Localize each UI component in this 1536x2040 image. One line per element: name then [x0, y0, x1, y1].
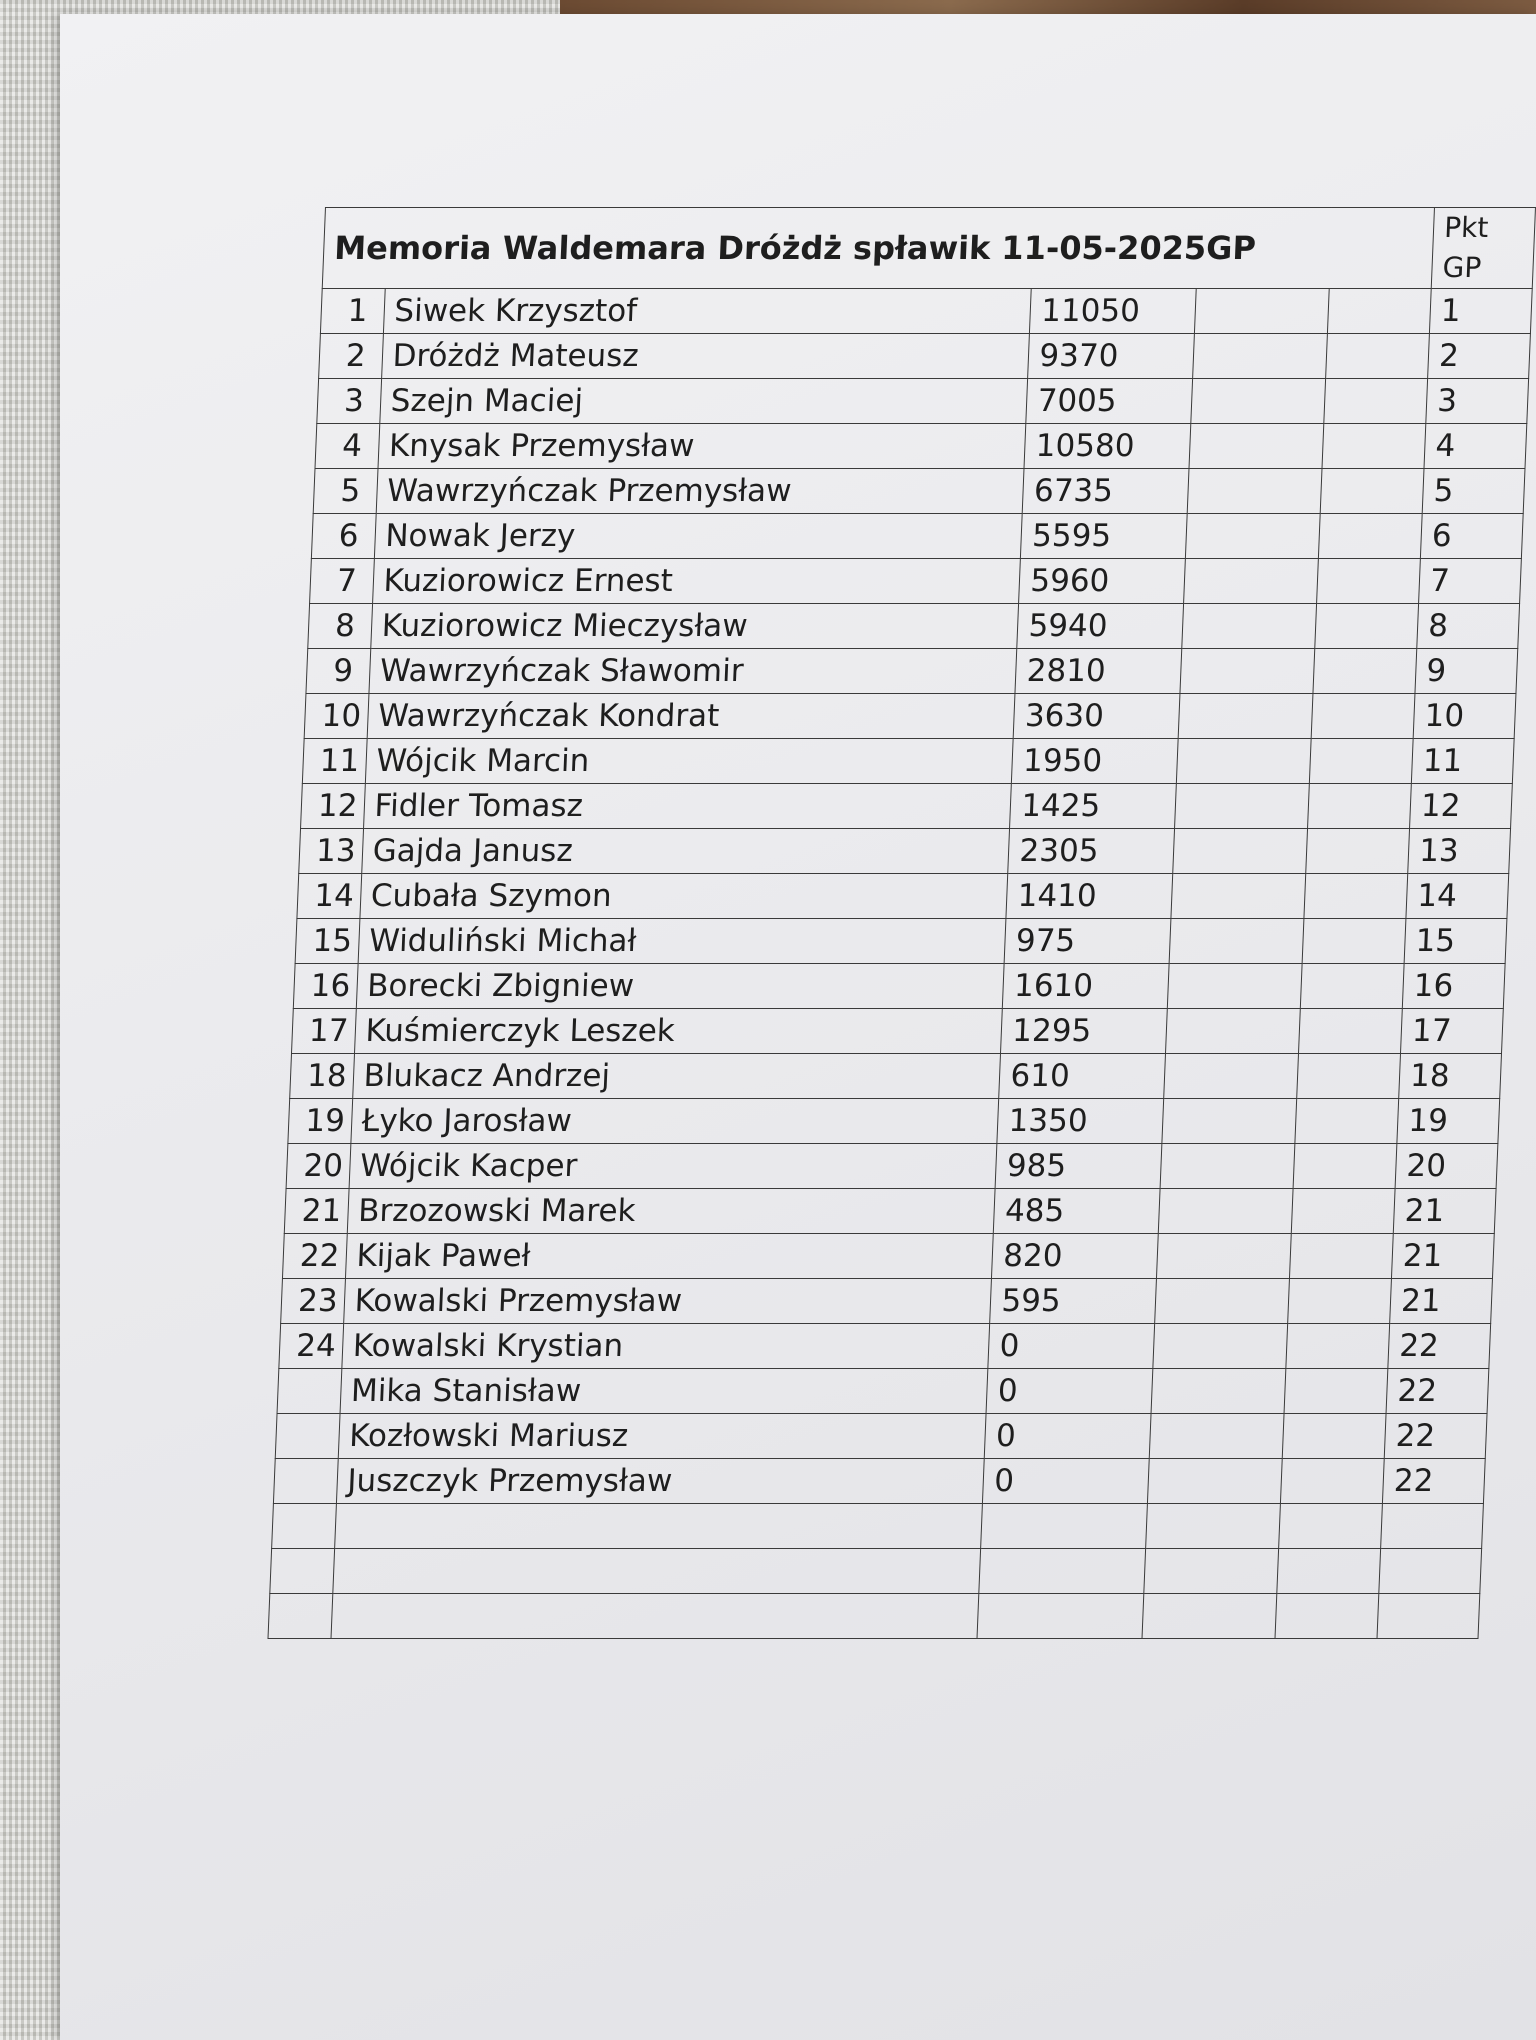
catch-weight: [981, 1504, 1147, 1549]
competitor-name: Kuziorowicz Mieczysław: [370, 604, 1019, 649]
empty-cell: [1300, 964, 1404, 1009]
row-number: [268, 1594, 332, 1639]
empty-cell: [1187, 469, 1322, 514]
empty-cell: [1304, 874, 1408, 919]
catch-weight: 0: [988, 1324, 1154, 1369]
table-row: [273, 1459, 1485, 1504]
table-row: [290, 1054, 1502, 1099]
catch-weight: [979, 1549, 1145, 1594]
row-number: 8: [308, 604, 372, 649]
empty-cell: [1142, 1594, 1277, 1639]
empty-cell: [1174, 784, 1309, 829]
empty-cell: [1298, 1009, 1402, 1054]
row-number: 3: [317, 379, 381, 424]
gp-points: [1379, 1549, 1482, 1594]
row-number: 2: [319, 334, 383, 379]
catch-weight: [977, 1594, 1143, 1639]
catch-weight: 0: [985, 1414, 1151, 1459]
empty-cell: [1156, 1234, 1291, 1279]
catch-weight: 1350: [997, 1099, 1163, 1144]
row-number: 22: [282, 1234, 346, 1279]
catch-weight: 610: [999, 1054, 1165, 1099]
gp-points: 8: [1417, 604, 1520, 649]
empty-cell: [1145, 1504, 1280, 1549]
gp-points: 6: [1420, 514, 1523, 559]
empty-cell: [1320, 469, 1424, 514]
table-row: [282, 1234, 1494, 1279]
catch-weight: 1295: [1001, 1009, 1167, 1054]
competitor-name: Blukacz Andrzej: [352, 1054, 1001, 1099]
empty-cell: [1318, 514, 1422, 559]
gp-points: 9: [1415, 649, 1518, 694]
catch-weight: 2810: [1015, 649, 1181, 694]
row-number: [277, 1369, 341, 1414]
catch-weight: 0: [983, 1459, 1149, 1504]
catch-weight: 10580: [1024, 424, 1190, 469]
competitor-name: Knysak Przemysław: [378, 424, 1027, 469]
empty-cell: [1189, 424, 1324, 469]
empty-cell: [1306, 829, 1410, 874]
empty-cell: [1307, 784, 1411, 829]
competitor-name: Wójcik Marcin: [365, 739, 1014, 784]
row-number: 16: [293, 964, 357, 1009]
empty-cell: [1176, 739, 1311, 784]
row-number: 11: [302, 739, 366, 784]
row-number: 6: [311, 514, 375, 559]
row-number: 7: [310, 559, 374, 604]
empty-cell: [1192, 334, 1327, 379]
catch-weight: 1610: [1003, 964, 1169, 1009]
empty-cell: [1284, 1369, 1388, 1414]
empty-cell: [1315, 604, 1419, 649]
competitor-name: Cubała Szymon: [360, 874, 1009, 919]
competitor-name: Siwek Krzysztof: [383, 289, 1032, 334]
pkt-header-line-2: GP: [1442, 251, 1482, 284]
catch-weight: 595: [990, 1279, 1156, 1324]
pkt-gp-header: [1431, 208, 1535, 289]
empty-cell: [1311, 694, 1415, 739]
table-row: [293, 964, 1505, 1009]
empty-cell: [1169, 919, 1304, 964]
gp-points: 21: [1392, 1234, 1495, 1279]
empty-cell: [1277, 1549, 1381, 1594]
catch-weight: 7005: [1026, 379, 1192, 424]
competitor-name: [332, 1549, 981, 1594]
empty-cell: [1153, 1324, 1288, 1369]
empty-cell: [1160, 1144, 1295, 1189]
row-number: 14: [297, 874, 361, 919]
competitor-name: Kowalski Przemysław: [343, 1279, 992, 1324]
row-number: 9: [306, 649, 370, 694]
gp-points: 20: [1395, 1144, 1498, 1189]
empty-cell: [1194, 289, 1329, 334]
gp-points: 22: [1384, 1414, 1487, 1459]
competitor-name: Wójcik Kacper: [349, 1144, 998, 1189]
table-row: [319, 334, 1531, 379]
empty-cell: [1165, 1009, 1300, 1054]
empty-cell: [1191, 379, 1326, 424]
empty-cell: [1144, 1549, 1279, 1594]
catch-weight: 5595: [1021, 514, 1187, 559]
table-row: [315, 424, 1527, 469]
empty-cell: [1183, 559, 1318, 604]
row-number: 12: [301, 784, 365, 829]
row-number: 13: [299, 829, 363, 874]
table-row: [295, 919, 1507, 964]
catch-weight: 985: [996, 1144, 1162, 1189]
table-title: Memoria Waldemara Dróżdż spławik 11-05-2025GP: [322, 208, 1434, 289]
table-row: [272, 1504, 1484, 1549]
row-number: 17: [292, 1009, 356, 1054]
row-number: 23: [281, 1279, 345, 1324]
gp-points: 1: [1430, 289, 1533, 334]
gp-points: 16: [1402, 964, 1505, 1009]
table-row: [286, 1144, 1498, 1189]
catch-weight: 5960: [1019, 559, 1185, 604]
competitor-name: Gajda Janusz: [361, 829, 1010, 874]
table-row: [320, 289, 1532, 334]
gp-points: 11: [1411, 739, 1514, 784]
table-row: [299, 829, 1511, 874]
competitor-name: Szejn Maciej: [379, 379, 1028, 424]
row-number: 5: [313, 469, 377, 514]
empty-cell: [1181, 604, 1316, 649]
table-row: [297, 874, 1509, 919]
competitor-name: Kowalski Krystian: [341, 1324, 990, 1369]
gp-points: 22: [1383, 1459, 1486, 1504]
table-row: [306, 649, 1518, 694]
competitor-name: Borecki Zbigniew: [356, 964, 1005, 1009]
empty-cell: [1288, 1279, 1392, 1324]
gp-points: 22: [1388, 1324, 1491, 1369]
catch-weight: 1410: [1006, 874, 1172, 919]
empty-cell: [1275, 1594, 1379, 1639]
competitor-name: Kuśmierczyk Leszek: [354, 1009, 1003, 1054]
empty-cell: [1302, 919, 1406, 964]
table-row: [311, 514, 1523, 559]
empty-cell: [1163, 1054, 1298, 1099]
gp-points: 22: [1386, 1369, 1489, 1414]
empty-cell: [1154, 1279, 1289, 1324]
empty-cell: [1178, 694, 1313, 739]
table-row: [268, 1594, 1480, 1639]
competitor-name: Dróżdż Mateusz: [381, 334, 1030, 379]
empty-cell: [1280, 1459, 1384, 1504]
row-number: [272, 1504, 336, 1549]
table-header-row: [322, 208, 1535, 289]
table-row: [292, 1009, 1504, 1054]
empty-cell: [1322, 424, 1426, 469]
row-number: 18: [290, 1054, 354, 1099]
catch-weight: 1425: [1010, 784, 1176, 829]
row-number: [270, 1549, 334, 1594]
table-row: [288, 1099, 1500, 1144]
empty-cell: [1316, 559, 1420, 604]
empty-cell: [1293, 1144, 1397, 1189]
catch-weight: 1950: [1012, 739, 1178, 784]
empty-cell: [1295, 1099, 1399, 1144]
gp-points: 21: [1393, 1189, 1496, 1234]
competitor-name: Mika Stanisław: [340, 1369, 989, 1414]
empty-cell: [1147, 1459, 1282, 1504]
competitor-name: [331, 1594, 980, 1639]
competitor-name: Juszczyk Przemysław: [336, 1459, 985, 1504]
gp-points: 14: [1406, 874, 1509, 919]
table-row: [277, 1369, 1489, 1414]
competitor-name: Wawrzyńczak Sławomir: [369, 649, 1018, 694]
gp-points: [1381, 1504, 1484, 1549]
row-number: 10: [304, 694, 368, 739]
empty-cell: [1162, 1099, 1297, 1144]
results-sheet: [267, 207, 1536, 1639]
row-number: [275, 1414, 339, 1459]
catch-weight: 3630: [1014, 694, 1180, 739]
gp-points: 12: [1410, 784, 1513, 829]
empty-cell: [1289, 1234, 1393, 1279]
competitor-name: Kozłowski Mariusz: [338, 1414, 987, 1459]
empty-cell: [1291, 1189, 1395, 1234]
row-number: 24: [279, 1324, 343, 1369]
gp-points: 19: [1397, 1099, 1500, 1144]
catch-weight: 6735: [1023, 469, 1189, 514]
row-number: 15: [295, 919, 359, 964]
row-number: 1: [320, 289, 384, 334]
catch-weight: 9370: [1028, 334, 1194, 379]
gp-points: 2: [1428, 334, 1531, 379]
competitor-name: Widuliński Michał: [358, 919, 1007, 964]
empty-cell: [1172, 829, 1307, 874]
table-row: [301, 784, 1513, 829]
gp-points: 7: [1419, 559, 1522, 604]
catch-weight: 485: [994, 1189, 1160, 1234]
gp-points: 5: [1422, 469, 1525, 514]
table-row: [284, 1189, 1496, 1234]
empty-cell: [1309, 739, 1413, 784]
catch-weight: 0: [986, 1369, 1152, 1414]
gp-points: [1377, 1594, 1480, 1639]
competitor-name: Fidler Tomasz: [363, 784, 1012, 829]
row-number: [273, 1459, 337, 1504]
empty-cell: [1279, 1504, 1383, 1549]
row-number: 20: [286, 1144, 350, 1189]
empty-cell: [1286, 1324, 1390, 1369]
competitor-name: Kuziorowicz Ernest: [372, 559, 1021, 604]
empty-cell: [1180, 649, 1315, 694]
competitor-name: Łyko Jarosław: [350, 1099, 999, 1144]
gp-points: 21: [1390, 1279, 1493, 1324]
competitor-name: Brzozowski Marek: [347, 1189, 996, 1234]
empty-cell: [1158, 1189, 1293, 1234]
competitor-name: Wawrzyńczak Kondrat: [367, 694, 1016, 739]
paper-sheet: [60, 14, 1536, 2040]
empty-cell: [1171, 874, 1306, 919]
table-row: [317, 379, 1529, 424]
table-row: [270, 1549, 1482, 1594]
table-row: [304, 694, 1516, 739]
empty-cell: [1313, 649, 1417, 694]
empty-cell: [1327, 289, 1431, 334]
table-row: [281, 1279, 1493, 1324]
table-row: [313, 469, 1525, 514]
empty-cell: [1167, 964, 1302, 1009]
row-number: 21: [284, 1189, 348, 1234]
empty-cell: [1185, 514, 1320, 559]
catch-weight: 2305: [1008, 829, 1174, 874]
competitor-name: [334, 1504, 983, 1549]
results-table: [267, 207, 1536, 1639]
row-number: 4: [315, 424, 379, 469]
catch-weight: 975: [1005, 919, 1171, 964]
gp-points: 15: [1404, 919, 1507, 964]
gp-points: 17: [1401, 1009, 1504, 1054]
competitor-name: Nowak Jerzy: [374, 514, 1023, 559]
empty-cell: [1297, 1054, 1401, 1099]
gp-points: 4: [1424, 424, 1527, 469]
catch-weight: 11050: [1030, 289, 1196, 334]
row-number: 19: [288, 1099, 352, 1144]
competitor-name: Wawrzyńczak Przemysław: [376, 469, 1025, 514]
gp-points: 13: [1408, 829, 1511, 874]
empty-cell: [1282, 1414, 1386, 1459]
table-row: [310, 559, 1522, 604]
table-row: [308, 604, 1520, 649]
pkt-header-line-1: Pkt: [1443, 211, 1490, 244]
gp-points: 18: [1399, 1054, 1502, 1099]
table-row: [302, 739, 1514, 784]
catch-weight: 820: [992, 1234, 1158, 1279]
empty-cell: [1324, 379, 1428, 424]
empty-cell: [1326, 334, 1430, 379]
gp-points: 3: [1426, 379, 1529, 424]
catch-weight: 5940: [1017, 604, 1183, 649]
empty-cell: [1151, 1369, 1286, 1414]
table-row: [279, 1324, 1491, 1369]
table-row: [275, 1414, 1487, 1459]
gp-points: 10: [1413, 694, 1516, 739]
competitor-name: Kijak Paweł: [345, 1234, 994, 1279]
empty-cell: [1149, 1414, 1284, 1459]
